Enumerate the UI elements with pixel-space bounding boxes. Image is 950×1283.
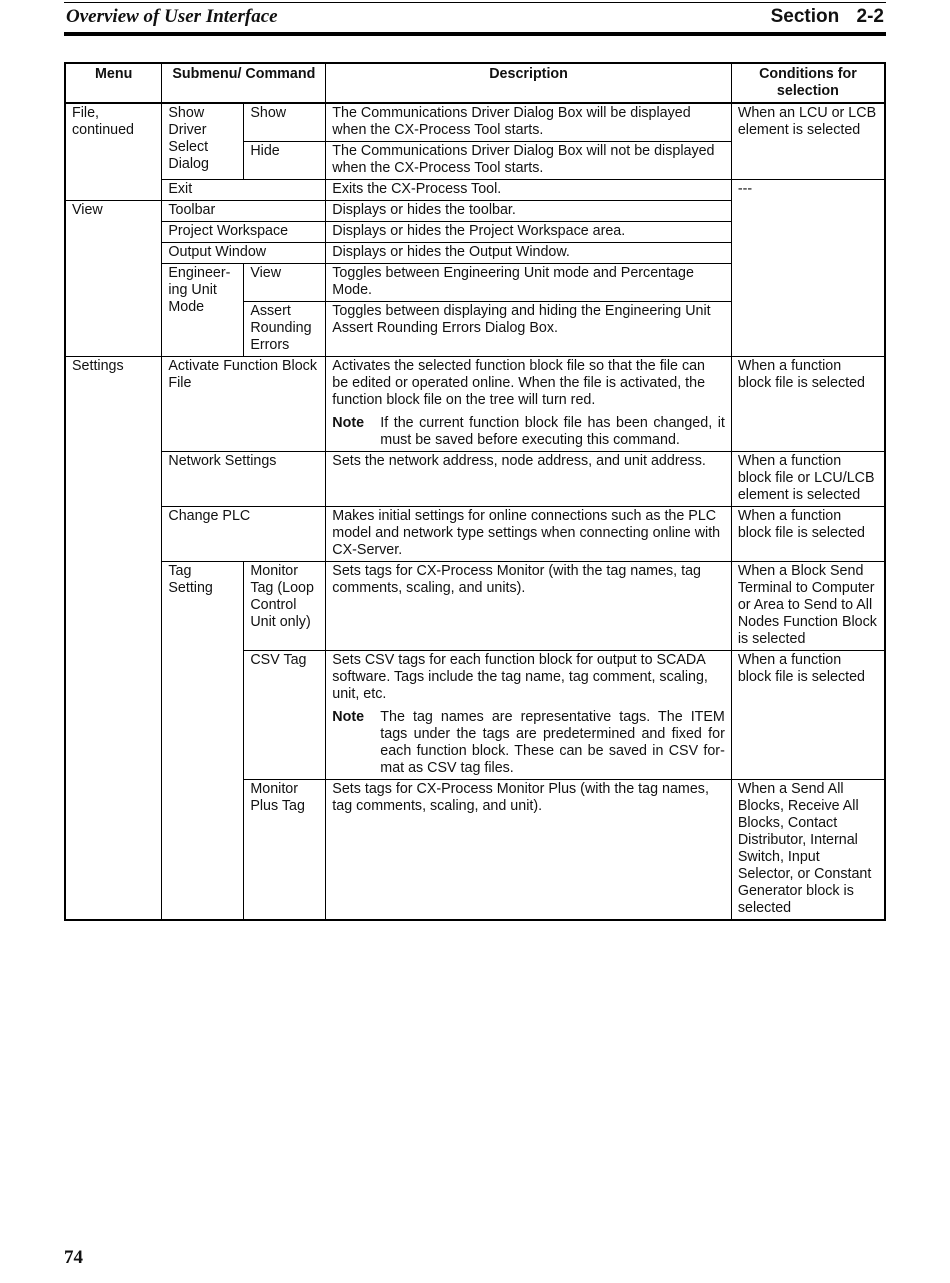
desc-activate [326,357,732,452]
table-header-row [65,63,885,103]
header-bottom-rule [64,32,886,36]
submenu-activate: Activate Function Block File [162,357,326,452]
submenu-exit: Exit [162,180,326,201]
cond-monitor-tag: When a Block Send Terminal to Computer or Area to Send to All Nodes Function Block is selected [731,562,885,651]
cond-activate: When a function block file is selected [731,357,885,452]
cond-network: When a function block file or LCU/LCB element is selected [731,452,885,507]
page-number: 74 [64,1247,83,1268]
command-plus-tag: Monitor Plus Tag [244,780,326,921]
cond-plus-tag: When a Send All Blocks, Receive All Blocks, Contact Distributor, Internal Switch, Input Selector, or Constant Generator block is selected [731,780,885,921]
header-description: Description [326,63,732,103]
menu-settings: Settings [65,357,162,921]
submenu-network: Network Settings [162,452,326,507]
cond-csv-tag: When a function block file is selected [731,651,885,780]
table-row [65,357,885,452]
header-conditions: Conditions for selection [731,63,885,103]
submenu-tag: Tag Setting [162,562,244,921]
table-row [65,452,885,507]
table-row [65,180,885,201]
desc-exit: Exits the CX-Process Tool. [326,180,732,201]
desc-output: Displays or hides the Output Window. [326,243,732,264]
header-top-rule [64,2,886,3]
desc-activate-text: Activates the selected function block file so that the file can be edited or operated online. When the file is activated, the function block file on the tree will turn red. [332,358,706,408]
desc-hide: The Communications Driver Dialog Box will not be displayed when the CX-Process Tool starts. [326,142,732,180]
note-csv [332,709,725,777]
note-text: The tag names are representative tags. The ITEM tags under the tags are predetermined and fixed for each function block. These can be saved in CSV for-mat as CSV tag files. [380,709,725,776]
command-eng-view: View [244,264,326,302]
header-submenu: Submenu/ Command [162,63,326,103]
cond-exit-view: --- [731,180,885,357]
submenu-workspace: Project Workspace [162,222,326,243]
command-hide: Hide [244,142,326,180]
header-menu: Menu [65,63,162,103]
menu-command-table [64,62,886,921]
table-row [65,507,885,562]
page-title: Overview of User Interface [66,6,278,27]
command-monitor-tag: Monitor Tag (Loop Control Unit only) [244,562,326,651]
section-label: Section 2-2 [770,6,884,27]
desc-network: Sets the network address, node address, and unit address. [326,452,732,507]
desc-workspace: Displays or hides the Project Workspace area. [326,222,732,243]
note-label: Note [332,415,365,431]
desc-csv-text: Sets CSV tags for each function block for output to SCADA software. Tags include the tag name, tag comment, scaling, unit, etc. [332,652,708,702]
desc-toolbar: Displays or hides the toolbar. [326,201,732,222]
desc-csv-tag [326,651,732,780]
desc-assert: Toggles between displaying and hiding the Engineering Unit Assert Rounding Errors Dialog Box. [326,302,732,357]
submenu-toolbar: Toolbar [162,201,326,222]
desc-show: The Communications Driver Dialog Box will be displayed when the CX-Process Tool starts. [326,103,732,142]
desc-plus-tag: Sets tags for CX-Process Monitor Plus (with the tag names, tag comments, scaling, and unit). [326,780,732,921]
submenu-show-driver: Show Driver Select Dialog [162,103,244,180]
submenu-eng-unit: Engineer-ing Unit Mode [162,264,244,357]
note-text: If the current function block file has been changed, it must be saved before executing this command. [380,415,725,448]
page-header [64,0,886,38]
table-row [65,103,885,142]
submenu-plc: Change PLC [162,507,326,562]
cond-driver: When an LCU or LCB element is selected [731,103,885,180]
menu-file: File, continued [65,103,162,201]
command-show: Show [244,103,326,142]
table-row [65,562,885,651]
desc-eng-view: Toggles between Engineering Unit mode and Percentage Mode. [326,264,732,302]
desc-monitor-tag: Sets tags for CX-Process Monitor (with the tag names, tag comments, scaling, and units). [326,562,732,651]
command-assert: Assert Rounding Errors [244,302,326,357]
note-activate [332,415,725,449]
menu-view: View [65,201,162,357]
cond-plc: When a function block file is selected [731,507,885,562]
desc-plc: Makes initial settings for online connections such as the PLC model and network type settings when connecting online with CX-Server. [326,507,732,562]
command-csv-tag: CSV Tag [244,651,326,780]
submenu-output: Output Window [162,243,326,264]
note-label: Note [332,709,365,725]
